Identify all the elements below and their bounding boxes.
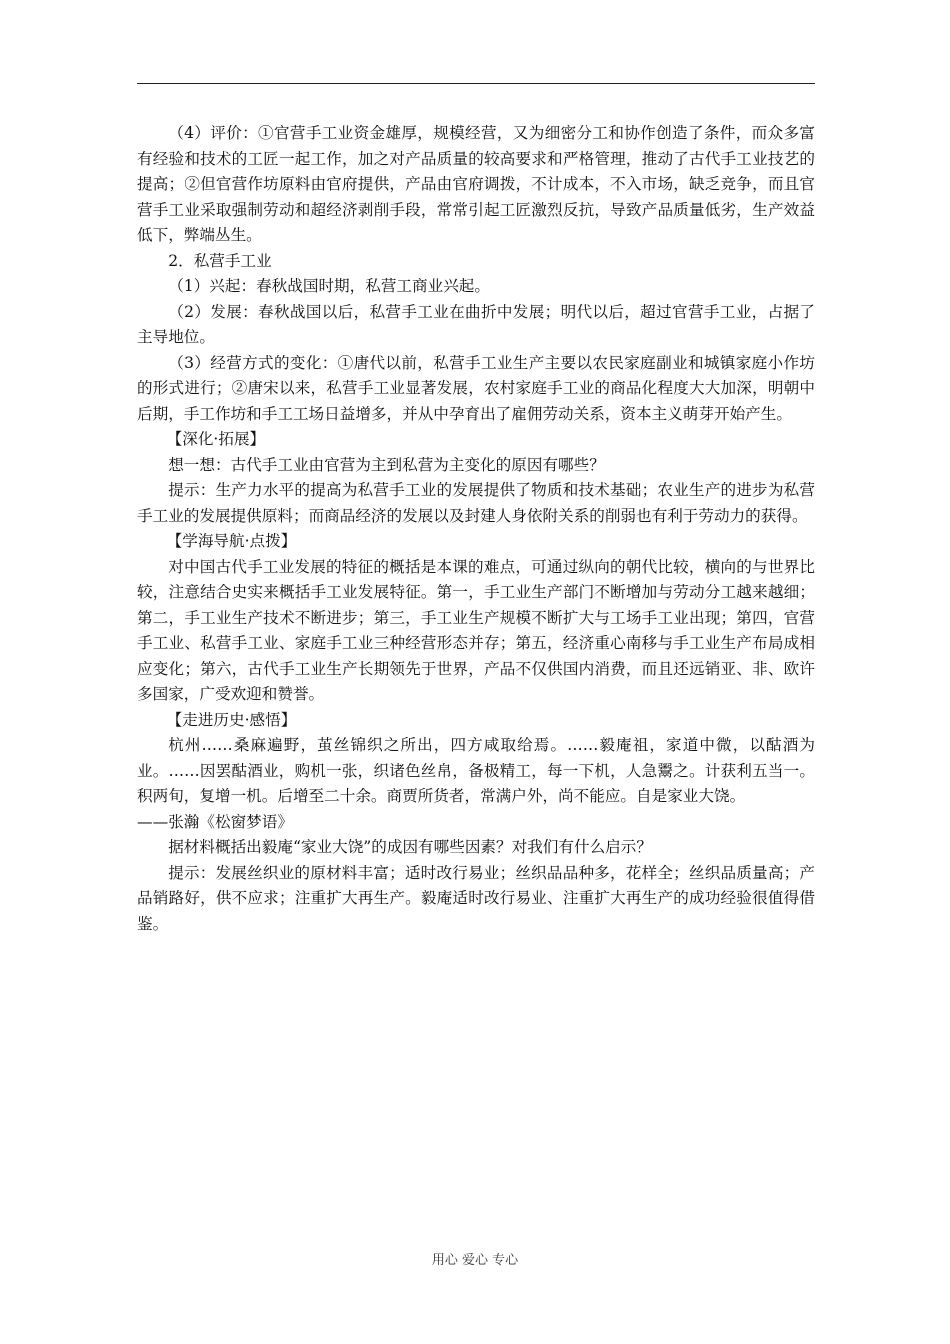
guidance-paragraph: 对中国古代手工业发展的特征的概括是本课的难点，可通过纵向的朝代比较，横向的与世界比较，注意结合史实来概括手工业发展特征。第一，手工业生产部门不断增加与劳动分工越来越细；第二，手工业生产技术不断进步；第三，手工业生产规模不断扩大与工场手工业出现；第四，官营手工业、私营手工业、家庭手工业三种经营形态并存；第五，经济重心南移与手工业生产布局成相应变化；第六，古代手工业生产长期领先于世界，产品不仅供国内消费，而且还远销亚、非、欧许多国家，广受欢迎和赞誉。 [137, 557, 815, 703]
history-insight-heading: 【走进历史·感悟】 [166, 710, 297, 729]
hint-paragraph: 提示：生产力水平的提高为私营手工业的发展提供了物质和技术基础；农业生产的进步为私营手工业的发展提供原料；而商品经济的发展以及封建人身依附关系的削弱也有利于劳动力的获得。 [137, 481, 815, 525]
evaluation-paragraph: （4）评价：①官营手工业资金雄厚，规模经营，又为细密分工和协作创造了条件，而众多富有经验和技术的工匠一起工作，加之对产品质量的较高要求和严格管理，推动了古代手工业技艺的提高；②但官营作坊原料由官府提供，产品由官府调拨，不计成本，不入市场，缺乏竞争，而且官营手工业采取强制劳动和超经济剥削手段，常常引起工匠激烈反抗，导致产品质量低劣，生产效益低下，弊端丛生。 [137, 124, 815, 244]
development-paragraph: （2）发展：春秋战国以后，私营手工业在曲折中发展；明代以后，超过官营手工业，占据了主导地位。 [137, 302, 815, 346]
deepen-expand-heading: 【深化·拓展】 [166, 430, 266, 448]
guidance-heading: 【学海导航·点拨】 [166, 532, 297, 550]
section-heading-private-handicraft: 2．私营手工业 [168, 251, 272, 270]
management-change-paragraph: （3）经营方式的变化：①唐代以前，私营手工业生产主要以农民家庭副业和城镇家庭小作坊的形式进行；②唐宋以来，私营手工业显著发展，农村家庭手工业的商品化程度大大加深，明朝中后期，手工作坊和手工工场日益增多，并从中孕育出了雇佣劳动关系，资本主义萌芽开始产生。 [137, 353, 815, 423]
page-footer: 用心 爱心 专心 [431, 1253, 519, 1268]
rise-paragraph: （1）兴起：春秋战国时期，私营工商业兴起。 [168, 277, 490, 295]
document-body [137, 121, 815, 937]
think-question: 想一想：古代手工业由官营为主到私营为主变化的原因有哪些？ [168, 455, 605, 474]
header-rule [137, 83, 815, 84]
quote-attribution: ——张瀚《松窗梦语》 [137, 812, 293, 831]
analysis-question: 据材料概括出毅庵“家业大饶”的成因有哪些因素？对我们有什么启示？ [168, 838, 652, 856]
source-material-quote: 杭州……桑麻遍野，茧丝锦织之所出，四方咸取给焉。……毅庵祖，家道中微，以酤酒为业。……因罢酤酒业，购机一张，织诸色丝帛，备极精工，每一下机，人急鬻之。计获利五当一。积两旬，复增一机。后增至二十余。商贾所货者，常满户外，尚不能应。自是家业大饶。 [137, 736, 815, 805]
answer-hint-paragraph: 提示：发展丝织业的原材料丰富；适时改行易业；丝织品品种多，花样全；丝织品质量高；产品销路好，供不应求；注重扩大再生产。毅庵适时改行易业、注重扩大再生产的成功经验很值得借鉴。 [137, 863, 815, 933]
